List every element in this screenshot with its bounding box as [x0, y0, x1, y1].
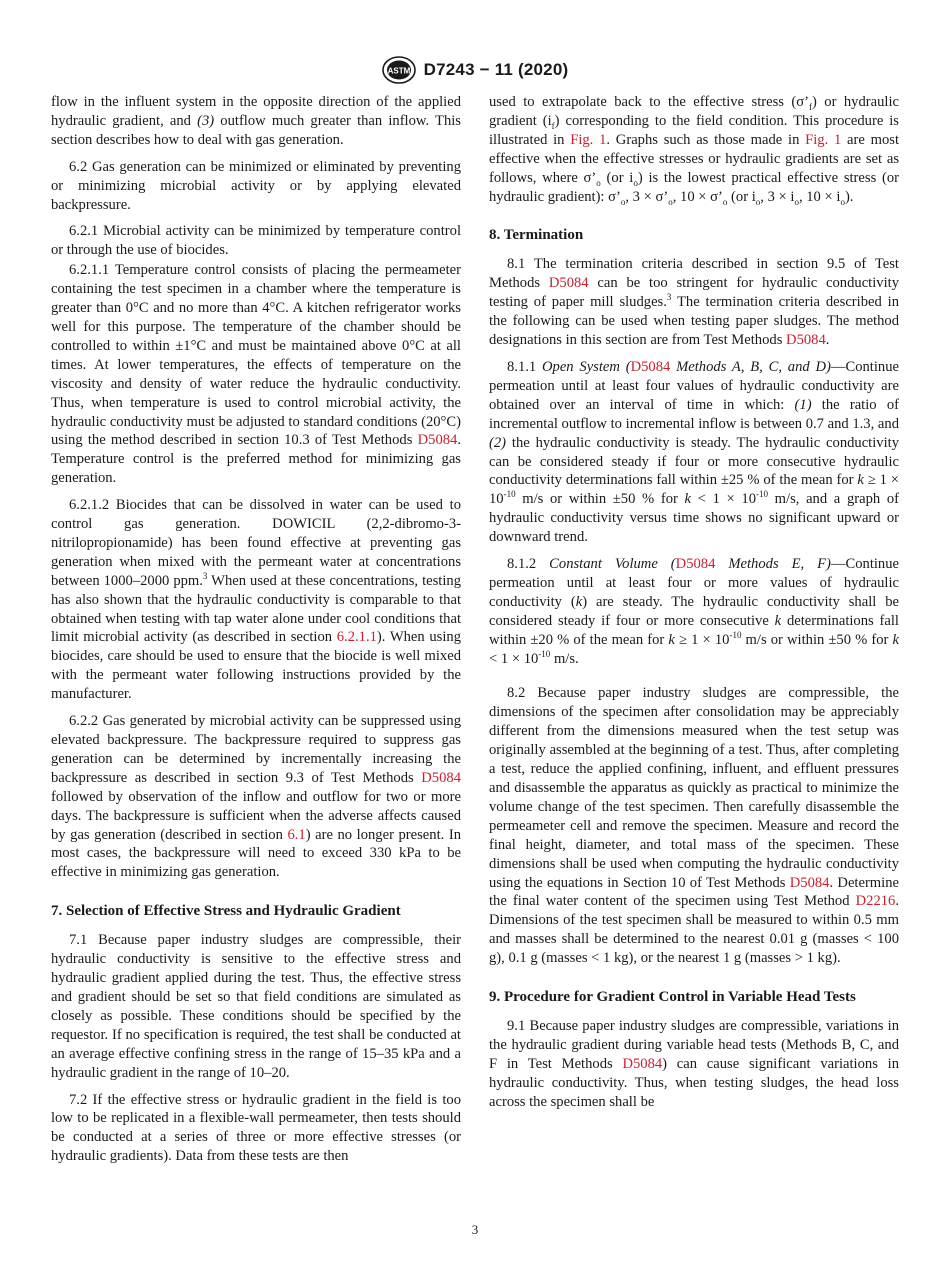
- link-d5084[interactable]: D5084: [630, 358, 671, 375]
- link-d5084[interactable]: D5084: [548, 275, 589, 292]
- link-6-2-1-1[interactable]: 6.2.1.1: [336, 629, 377, 646]
- paragraph-6-2-1: 6.2.1 Microbial activity can be minimized by temperature control or through the use of biocides.: [51, 223, 461, 259]
- link-d5084[interactable]: D5084: [786, 332, 826, 349]
- right-column: [489, 93, 899, 1120]
- link-d5084[interactable]: D5084: [789, 874, 830, 891]
- link-d5084[interactable]: D5084: [675, 556, 716, 573]
- page-number: 3: [471, 1222, 479, 1237]
- link-fig-1[interactable]: Fig. 1: [805, 131, 842, 148]
- paragraph-6-2-2: 6.2.2 Gas generated by microbial activity can be suppressed using elevated backpressure. The backpressure required to suppress gas generation can be determined by incrementally increasing the backpressure as described in section 9.3 of Test Methods D5084 followed by observation of the inflow and outflow for two or more days. The backpressure is sufficient when the adverse affects caused by gas generation (described in section 6.1) are no longer present. In most cases, the backpressure will need to exceed 330 kPa to be effective in minimizing gas generation.: [51, 713, 461, 881]
- paragraph-6-2-1-2: 6.2.1.2 Biocides that can be dissolved in water can be used to control gas generation. DOWICIL (2,2-dibromo-3-nitrilopropionamide) has been found effective at preventing gas generation when mixed with the permeant water at concentrations between 1000–2000 ppm.$^3$ When used at these concentrations, testing has also shown that the hydraulic conductivity is comparable to that obtained when testing with tap water alone under cool conditions that limit microbial activity (as described in section 6.2.1.1). When using biocides, care should be used to ensure that the biocide is well mixed with the permeant water following instructions provided by the manufacturer.: [51, 497, 462, 703]
- paragraph-7-2-cont: used to extrapolate back to the effective stress $(\sigma’_f)$ or hydraulic gradient $(i_f)$ corresponding to the field condition. This procedure is illustrated in Fig. 1. Graphs such as those made in Fig. 1 are most effective when the effective stresses or hydraulic gradients are set as follows, where $\sigma’_o$ (or $i_o$) is the lowest practical effective stress (or hydraulic gradient): $\sigma’_o$, $3 \times \sigma’_o$, $10 \times \sigma’_o$ (or $i_o$, $3 \times i_o$, $10 \times i_o$).: [489, 94, 900, 207]
- section-heading-8: 8. Termination: [489, 227, 584, 244]
- paragraph-8-1: 8.1 The termination criteria described in section 9.5 of Test Methods D5084 can be too stringent for hydraulic conductivity testing of paper mill sludges.$^3$ The termination criteria described in the following can be used when testing paper sludges. The method designations in this section are from Test Methods D5084.: [489, 256, 899, 349]
- document-designation: D7243 − 11 (2020): [423, 60, 569, 79]
- link-d5084[interactable]: D5084: [622, 1055, 663, 1072]
- paragraph-6-1-cont: flow in the influent system in the opposite direction of the applied hydraulic gradient, and (3) outflow much greater than inflow. This section describes how to deal with gas generation.: [51, 94, 461, 148]
- link-d5084[interactable]: D5084: [421, 769, 461, 786]
- page-header: [0, 56, 950, 89]
- paragraph-8-1-2: 8.1.2 Constant Volume (D5084 Methods E, F)—Continue permeation until at least four or more values of hydraulic conductivity (k) are steady. The hydraulic conductivity shall be considered steady if four or more consecutive k determinations fall within ±20 % of the mean for $k \ge 1 \times 10^{-10}$ m/s or within ±50 % for $k < 1 \times 10^{-10}$ m/s.: [489, 556, 900, 667]
- svg-text:ASTM: ASTM: [387, 66, 410, 76]
- paragraph-8-1-1: 8.1.1 Open System (D5084 Methods A, B, C, and D)—Continue permeation until at least four values of hydraulic conductivity are obtained over an interval of time in which: (1) the ratio of incremental outflow to incremental inflow is between 0.7 and 1.3, and (2) the hydraulic conductivity is steady. The hydraulic conductivity can be considered steady if four or more consecutive hydraulic conductivity determinations fall within ±25 % of the mean for $k \ge 1 \times 10^{-10}$ m/s or within ±50 % for $k < 1 \times 10^{-10}$ m/s, and a graph of hydraulic conductivity versus time shows no significant upward or downward trend.: [489, 358, 900, 546]
- link-fig-1[interactable]: Fig. 1: [570, 131, 607, 148]
- paragraph-6-2-1-1: 6.2.1.1 Temperature control consists of placing the permeameter containing the test specimen in a chamber where the temperature is greater than 0°C and no more than 4°C. A kitchen refrigerator works well for this purpose. The temperature of the chamber should be controlled to within ±1°C and must be maintained above 0°C at all times. At lower temperatures, the effects of temperature on the viscosity and density of water reduce the hydraulic conductivity. Thus, when temperature is used to control microbial activity, the hydraulic conductivity must be adjusted to standard conditions (20°C) using the method described in section 10.3 of Test Methods D5084. Temperature control is the preferred method for minimizing gas generation.: [51, 262, 461, 487]
- paragraph-9-1: 9.1 Because paper industry sludges are compressible, variations in the hydraulic gradient during variable head tests (Methods B, C, and F in Test Methods D5084) can cause significant variations in hydraulic conductivity. Thus, when testing sludges, the head loss across the specimen shall be: [489, 1018, 900, 1110]
- link-d5084[interactable]: D5084: [417, 432, 458, 449]
- paragraph-7-1: 7.1 Because paper industry sludges are compressible, their hydraulic conductivity is sensitive to the effective stress and hydraulic gradient applied during the test. Thus, the effective stress and gradient should be set so that field conditions are simulated as closely as possible. These conditions should be specified by the requestor. If no specification is required, the test shall be conducted at an average effective confining stress in the range of 15–35 kPa and a hydraulic gradient in the range of 10–20.: [51, 932, 461, 1081]
- paragraph-8-2: 8.2 Because paper industry sludges are compressible, the dimensions of the specimen after consolidation may be appreciably different from the dimensions measured when the test setup was originally assembled at the beginning of a test. Thus, after completing a test, reduce the applied confining, influent, and effluent pressures and disassemble the apparatus as quickly as practical to minimize the volume change of the test specimen. Then carefully disassemble the permeameter cell and remove the specimen. Measure and record the final height, diameter, and total mass of the specimen. These dimensions shall be used when computing the hydraulic conductivity using the equations in Section 10 of Test Methods D5084. Determine the final water content of the specimen using Test Method D2216. Dimensions of the test specimen shall be measured to within 0.5 mm and masses shall be determined to the nearest 0.01 g (masses < 100 g), 0.1 g (masses < 1 kg), or the nearest 1 g (masses > 1 kg).: [489, 685, 899, 967]
- link-6-1[interactable]: 6.1: [287, 826, 306, 843]
- section-heading-7: 7. Selection of Effective Stress and Hydraulic Gradient: [51, 903, 401, 920]
- left-column: [51, 93, 461, 1174]
- paragraph-7-2: 7.2 If the effective stress or hydraulic gradient in the field is too low to be replicated in a flexible-wall permeameter, then tests should be conducted at a series of three or more effective stresses (or hydraulic gradients). Data from these tests are then: [51, 1091, 461, 1165]
- link-d2216[interactable]: D2216: [855, 893, 896, 910]
- paragraph-6-2: 6.2 Gas generation can be minimized or eliminated by preventing or minimizing microbial activity or by applying elevated backpressure.: [51, 158, 461, 213]
- section-heading-9: 9. Procedure for Gradient Control in Variable Head Tests: [489, 989, 856, 1006]
- astm-logo-icon: [382, 56, 416, 84]
